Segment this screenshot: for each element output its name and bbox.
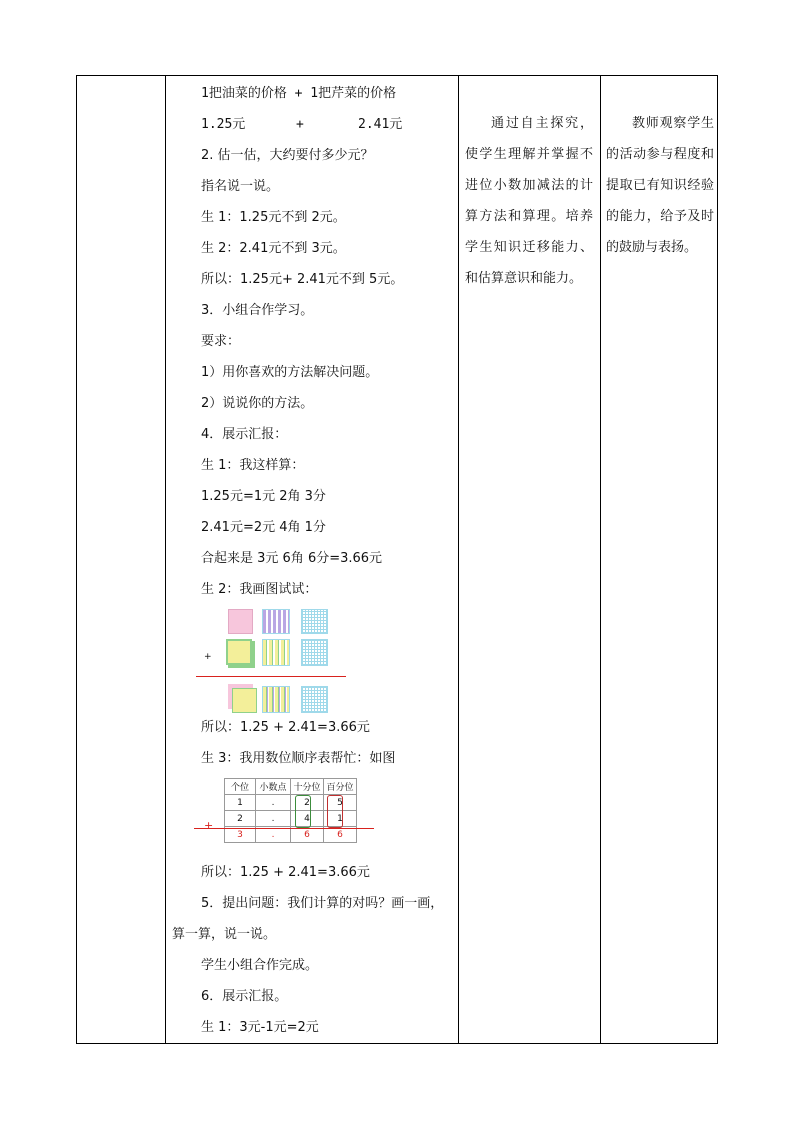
- step-6-heading: 6．展示汇报。: [201, 989, 288, 1004]
- tenths-strips: [262, 686, 290, 713]
- sum-line: [194, 828, 374, 829]
- pv-cell: 1: [225, 795, 256, 811]
- requirement-item: 1）用你喜欢的方法解决问题。: [201, 365, 379, 380]
- pv-header: 小数点: [256, 779, 291, 795]
- pv-cell: 2: [225, 811, 256, 827]
- pv-sum-cell: 3: [225, 827, 256, 843]
- hundredths-grid: [301, 609, 328, 634]
- step-5-continued: 算一算，说一说。: [172, 927, 277, 942]
- lesson-table: [76, 75, 718, 1044]
- price-plus: +: [296, 117, 304, 132]
- tenths-highlight: [295, 795, 311, 828]
- requirement-label: 要求：: [201, 334, 241, 349]
- price-value-celery: 2.41元: [358, 117, 403, 132]
- assessment-text: 教师观察学生的活动参与程度和提取已有知识经验的能力，给予及时的鼓励与表扬。: [606, 116, 714, 255]
- assessment-cell: [606, 108, 714, 1043]
- group-work-text: 学生小组合作完成。: [201, 958, 319, 973]
- pv-sum-cell: 6: [291, 827, 324, 843]
- tenths-strips: [262, 639, 290, 666]
- sum-line: [196, 676, 346, 677]
- teaching-process-cell: [166, 76, 458, 1043]
- step-3-heading: 3．小组合作学习。: [201, 303, 314, 318]
- hundred-square: [232, 688, 257, 713]
- pv-header: 百分位: [324, 779, 357, 795]
- column-divider: [600, 76, 601, 1043]
- pv-cell: 4: [291, 811, 324, 827]
- student-answer: 生 2：我画图试试：: [201, 582, 318, 597]
- student-answer: 生 2：2.41元不到 3元。: [201, 241, 346, 256]
- calculation-line: 合起来是 3元 6角 6分=3.66元: [201, 551, 383, 566]
- column-divider: [458, 76, 459, 1043]
- pv-header: 十分位: [291, 779, 324, 795]
- hundredths-highlight: [327, 795, 343, 828]
- pv-sum-cell: 6: [324, 827, 357, 843]
- tenths-strips: [262, 609, 290, 634]
- requirement-item: 2）说说你的方法。: [201, 396, 314, 411]
- pv-sum-cell: .: [256, 827, 291, 843]
- pv-cell: 1: [324, 811, 357, 827]
- pv-cell: .: [256, 811, 291, 827]
- pv-cell: .: [256, 795, 291, 811]
- step-5-heading: 5．提出问题：我们计算的对吗？画一画，: [201, 896, 444, 911]
- pv-header: 个位: [225, 779, 256, 795]
- calculation-line: 2.41元=2元 4角 1分: [201, 520, 326, 535]
- step-2-heading: 2. 估一估，大约要付多少元？: [201, 148, 374, 163]
- hundred-square: [228, 609, 253, 634]
- hundred-square: [226, 639, 252, 665]
- grid-addition-figure: [196, 606, 356, 714]
- conclusion-text: 所以：1.25 + 2.41=3.66元: [201, 865, 370, 880]
- pv-cell: 2: [291, 795, 324, 811]
- price-value-oil: 1.25元: [201, 117, 246, 132]
- design-intent-text: 通过自主探究，使学生理解并掌握不进位小数加减法的计算方法和算理。培养学生知识迁移能力、和估算意识和能力。: [465, 116, 593, 286]
- student-answer: 生 3：我用数位顺序表帮忙：如图: [201, 751, 396, 766]
- plus-sign: +: [204, 819, 214, 832]
- hundredths-grid: [301, 686, 328, 713]
- student-answer: 生 1：3元-1元=2元: [201, 1020, 319, 1035]
- student-answer: 生 1：我这样算：: [201, 458, 305, 473]
- plus-sign: +: [204, 652, 212, 662]
- instruction-text: 指名说一说。: [201, 179, 280, 194]
- conclusion-text: 所以：1.25元+ 2.41元不到 5元。: [201, 272, 404, 287]
- hundredths-grid: [301, 639, 328, 666]
- price-expression: 1把油菜的价格 + 1把芹菜的价格: [201, 86, 397, 101]
- design-intent-cell: [465, 108, 593, 1043]
- step-4-heading: 4．展示汇报：: [201, 427, 288, 442]
- calculation-line: 1.25元=1元 2角 3分: [201, 489, 326, 504]
- conclusion-text: 所以：1.25 + 2.41=3.66元: [201, 720, 370, 735]
- student-answer: 生 1：1.25元不到 2元。: [201, 210, 346, 225]
- pv-cell: 5: [324, 795, 357, 811]
- place-value-figure: [194, 778, 384, 850]
